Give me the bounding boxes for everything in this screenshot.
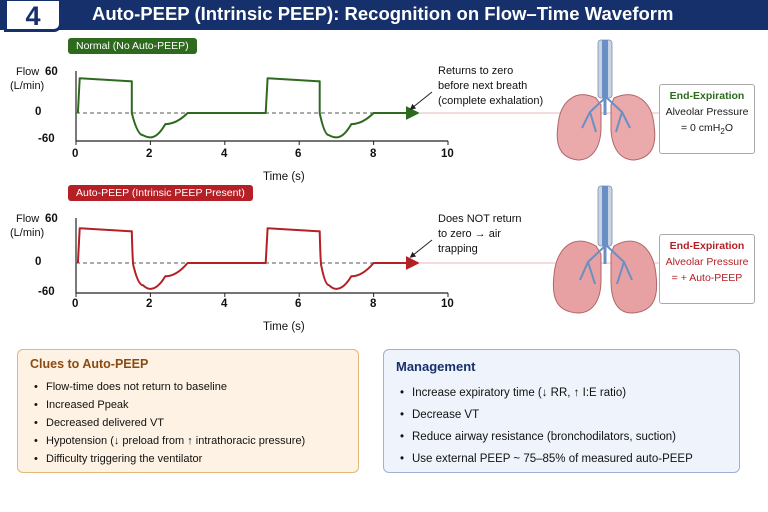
autopeep-callout-arrow <box>412 240 432 256</box>
autopeep-ylabel-2: (L/min) <box>10 227 45 239</box>
list-item: • Use external PEEP ~ 75–85% of measured auto-PEEP <box>400 448 693 470</box>
autopeep-xtick: 10 <box>441 298 454 310</box>
normal-xtick: 2 <box>146 148 153 160</box>
autopeep-ytick-60: 60 <box>45 213 58 225</box>
management-title: Management <box>396 359 476 374</box>
clues-panel <box>17 349 359 473</box>
normal-ylabel-1: Flow <box>16 66 40 78</box>
autopeep-note: Does NOT return to zero → air trapping <box>438 213 522 255</box>
management-panel <box>383 349 740 473</box>
normal-xtick: 0 <box>72 148 79 160</box>
autopeep-ytick-neg60: -60 <box>38 286 55 298</box>
normal-label: Normal (No Auto-PEEP) <box>68 38 197 54</box>
list-item: • Difficulty triggering the ventilator <box>34 450 305 468</box>
autopeep-xtick: 8 <box>370 298 377 310</box>
management-list <box>400 382 693 470</box>
list-item: • Decreased delivered VT <box>34 414 305 432</box>
normal-xlabel: Time (s) <box>263 171 305 183</box>
autopeep-xtick: 2 <box>146 298 153 310</box>
normal-xtick: 6 <box>295 148 302 160</box>
list-item: • Hypotension (↓ preload from ↑ intrathoracic pressure) <box>34 432 305 450</box>
normal-xtick: 8 <box>370 148 377 160</box>
autopeep-xtick: 4 <box>221 298 228 310</box>
normal-ylabel-2: (L/min) <box>10 80 45 92</box>
normal-axes <box>76 71 448 145</box>
normal-ytick-60: 60 <box>45 66 58 78</box>
autopeep-label: Auto-PEEP (Intrinsic PEEP Present) <box>68 185 253 201</box>
page-title: Auto-PEEP (Intrinsic PEEP): Recognition on Flow–Time Waveform <box>92 3 674 24</box>
normal-lung-illustration <box>557 40 655 160</box>
clues-title: Clues to Auto-PEEP <box>30 357 149 371</box>
autopeep-xtick: 6 <box>295 298 302 310</box>
normal-flow-waveform <box>78 78 411 137</box>
normal-ytick-neg60: -60 <box>38 133 55 145</box>
autopeep-ytick-0: 0 <box>35 256 42 268</box>
autopeep-xtick: 0 <box>72 298 79 310</box>
list-item: • Flow-time does not return to baseline <box>34 378 305 396</box>
normal-pressure-box: End-Expiration Alveolar Pressure = 0 cmH$_2$O <box>659 84 755 154</box>
list-item: • Decrease VT <box>400 404 693 426</box>
normal-callout-arrow <box>412 92 432 108</box>
list-item: • Reduce airway resistance (bronchodilators, suction) <box>400 426 693 448</box>
normal-xtick: 4 <box>221 148 228 160</box>
autopeep-pressure-box: End-Expiration Alveolar Pressure = + Auto-PEEP <box>659 234 755 304</box>
normal-xtick: 10 <box>441 148 454 160</box>
autopeep-ylabel-1: Flow <box>16 213 40 225</box>
list-item: • Increased Ppeak <box>34 396 305 414</box>
section-number: 4 <box>4 0 62 32</box>
list-item: • Increase expiratory time (↓ RR, ↑ I:E ratio) <box>400 382 693 404</box>
autopeep-axes <box>76 218 448 297</box>
normal-ytick-0: 0 <box>35 106 42 118</box>
autopeep-lung-illustration <box>553 186 656 313</box>
autopeep-flow-waveform <box>78 228 411 289</box>
normal-note: Returns to zero before next breath (complete exhalation) <box>438 65 544 107</box>
clues-list <box>34 378 305 468</box>
autopeep-xlabel: Time (s) <box>263 321 305 333</box>
